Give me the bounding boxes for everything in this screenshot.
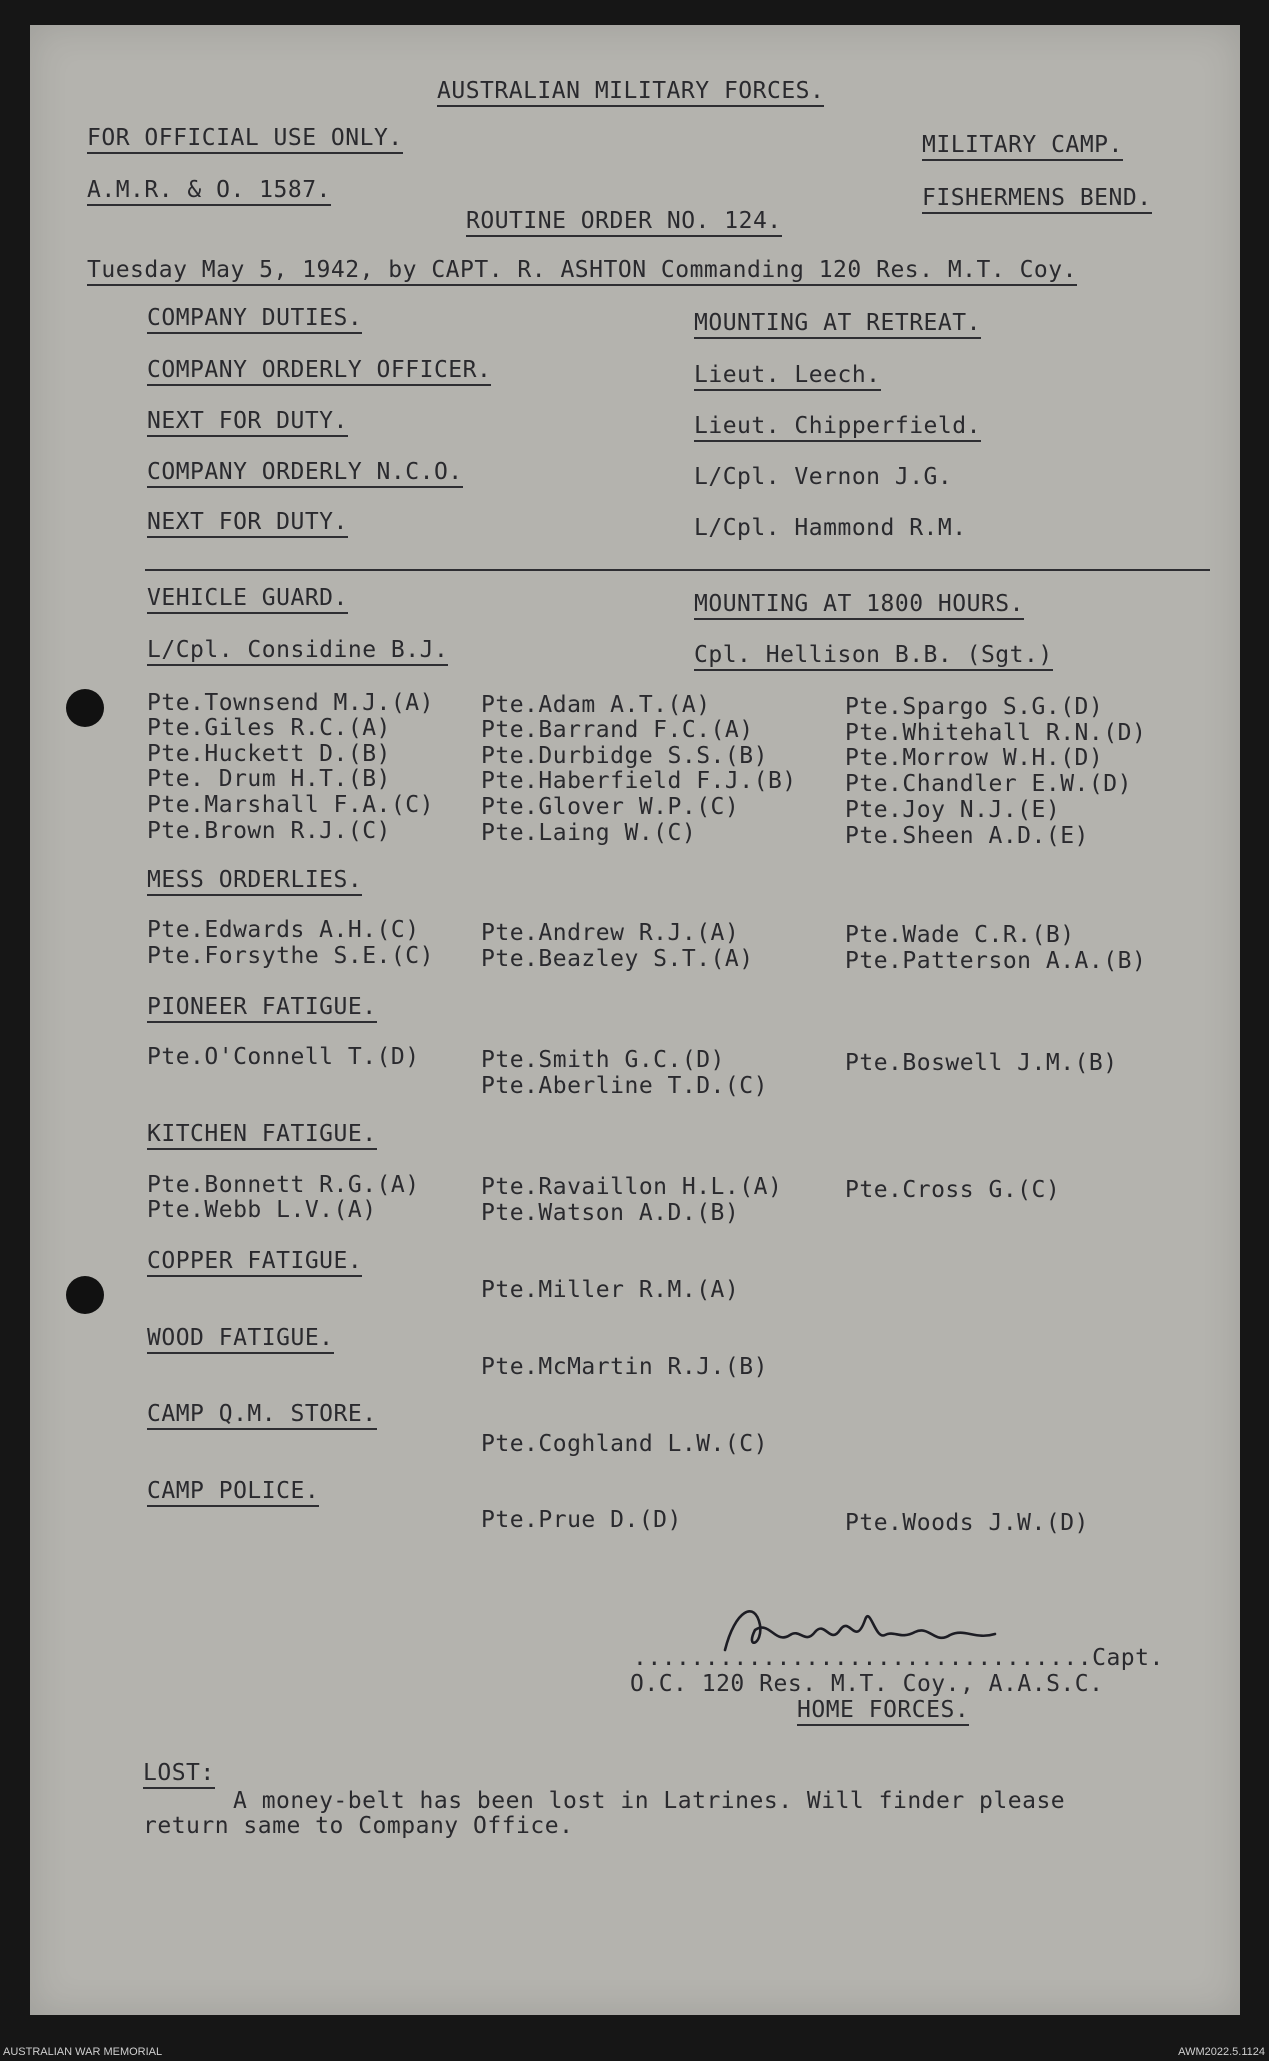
list-item: Pte.Watson A.D.(B) (481, 1200, 740, 1226)
mess-label: MESS ORDERLIES. (147, 867, 362, 896)
doc-title: AUSTRALIAN MILITARY FORCES. (437, 78, 824, 107)
list-item: Pte.Whitehall R.N.(D) (845, 720, 1147, 746)
oc-line: O.C. 120 Res. M.T. Coy., A.A.S.C. (630, 1671, 1104, 1697)
list-item: Pte.Bonnett R.G.(A) (147, 1172, 420, 1198)
divider (145, 569, 1210, 571)
list-item: Pte.Wade C.R.(B) (845, 922, 1075, 948)
qm-label: CAMP Q.M. STORE. (147, 1401, 377, 1430)
copper-label: COPPER FATIGUE. (147, 1248, 362, 1277)
copper-name: Pte.Miller R.M.(A) (481, 1277, 740, 1303)
mounting-1800: MOUNTING AT 1800 HOURS. (694, 591, 1024, 620)
kitchen-label: KITCHEN FATIGUE. (147, 1121, 377, 1150)
list-item: Pte.Patterson A.A.(B) (845, 948, 1147, 974)
home-forces: HOME FORCES. (797, 1697, 969, 1726)
lcpl-considine: L/Cpl. Considine B.J. (147, 637, 448, 666)
list-item: Pte.Laing W.(C) (481, 820, 697, 846)
list-item: Pte.Durbidge S.S.(B) (481, 743, 768, 769)
list-item: Pte.Adam A.T.(A) (481, 692, 711, 718)
list-item: Pte.Huckett D.(B) (147, 741, 391, 767)
wood-label: WOOD FATIGUE. (147, 1325, 334, 1354)
coo-label: COMPANY ORDERLY OFFICER. (147, 357, 491, 386)
list-item: Pte.Glover W.P.(C) (481, 794, 740, 820)
list-item: Pte.Joy N.J.(E) (845, 797, 1061, 823)
wood-name: Pte.McMartin R.J.(B) (481, 1354, 768, 1380)
list-item: Pte.Spargo S.G.(D) (845, 694, 1104, 720)
list-item: Pte.Barrand F.C.(A) (481, 717, 754, 743)
lost-line-2: return same to Company Office. (143, 1813, 574, 1839)
next1-label: NEXT FOR DUTY. (147, 408, 348, 437)
list-item: Pte.Brown R.J.(C) (147, 818, 391, 844)
dots-capt: ................................Capt. (633, 1645, 1164, 1671)
list-item: Pte.O'Connell T.(D) (147, 1044, 420, 1070)
official-use: FOR OFFICIAL USE ONLY. (87, 125, 403, 154)
footer-right: AWM2022.5.1124 (1178, 2046, 1265, 2058)
list-item: Pte.Marshall F.A.(C) (147, 792, 434, 818)
next1-name: Lieut. Chipperfield. (694, 413, 981, 442)
list-item: Pte.Morrow W.H.(D) (845, 745, 1104, 771)
list-item: Pte. Drum H.T.(B) (147, 766, 391, 792)
list-item: Pte.Webb L.V.(A) (147, 1197, 377, 1223)
footer-left: AUSTRALIAN WAR MEMORIAL (3, 2046, 163, 2058)
list-item: Pte.Chandler E.W.(D) (845, 771, 1132, 797)
police-name-2: Pte.Woods J.W.(D) (845, 1510, 1089, 1536)
qm-name: Pte.Coghland L.W.(C) (481, 1431, 768, 1457)
camp-location: FISHERMENS BEND. (922, 185, 1152, 214)
amr-ref: A.M.R. & O. 1587. (87, 177, 331, 206)
routine-order: ROUTINE ORDER NO. 124. (466, 208, 782, 237)
list-item: Pte.Ravaillon H.L.(A) (481, 1174, 783, 1200)
coo-name: Lieut. Leech. (694, 362, 881, 391)
punch-hole-bottom (66, 1276, 104, 1314)
next2-label: NEXT FOR DUTY. (147, 509, 348, 538)
nco-name: L/Cpl. Vernon J.G. (694, 464, 953, 490)
list-item: Pte.Smith G.C.(D) (481, 1047, 725, 1073)
list-item: Pte.Haberfield F.J.(B) (481, 768, 797, 794)
list-item: Pte.Townsend M.J.(A) (147, 690, 434, 716)
lost-label: LOST: (143, 1760, 215, 1789)
list-item: Pte.Edwards A.H.(C) (147, 917, 420, 943)
list-item: Pte.Aberline T.D.(C) (481, 1073, 768, 1099)
cpl-hellison: Cpl. Hellison B.B. (Sgt.) (694, 642, 1053, 671)
military-camp: MILITARY CAMP. (922, 132, 1123, 161)
mounting-retreat: MOUNTING AT RETREAT. (694, 310, 981, 339)
vehicle-guard-label: VEHICLE GUARD. (147, 585, 348, 614)
police-name-1: Pte.Prue D.(D) (481, 1507, 682, 1533)
company-duties: COMPANY DUTIES. (147, 305, 362, 334)
list-item: Pte.Andrew R.J.(A) (481, 920, 740, 946)
police-label: CAMP POLICE. (147, 1478, 319, 1507)
list-item: Pte.Giles R.C.(A) (147, 715, 391, 741)
punch-hole-top (66, 689, 104, 727)
list-item: Pte.Sheen A.D.(E) (845, 823, 1089, 849)
list-item: Pte.Beazley S.T.(A) (481, 946, 754, 972)
pioneer-label: PIONEER FATIGUE. (147, 994, 377, 1023)
lost-line-1: A money-belt has been lost in Latrines. Will finder please (233, 1788, 1066, 1814)
date-line: Tuesday May 5, 1942, by CAPT. R. ASHTON Commanding 120 Res. M.T. Coy. (87, 257, 1077, 286)
list-item: Pte.Forsythe S.E.(C) (147, 943, 434, 969)
list-item: Pte.Boswell J.M.(B) (845, 1050, 1118, 1076)
next2-name: L/Cpl. Hammond R.M. (694, 515, 967, 541)
nco-label: COMPANY ORDERLY N.C.O. (147, 459, 463, 488)
list-item: Pte.Cross G.(C) (845, 1177, 1061, 1203)
